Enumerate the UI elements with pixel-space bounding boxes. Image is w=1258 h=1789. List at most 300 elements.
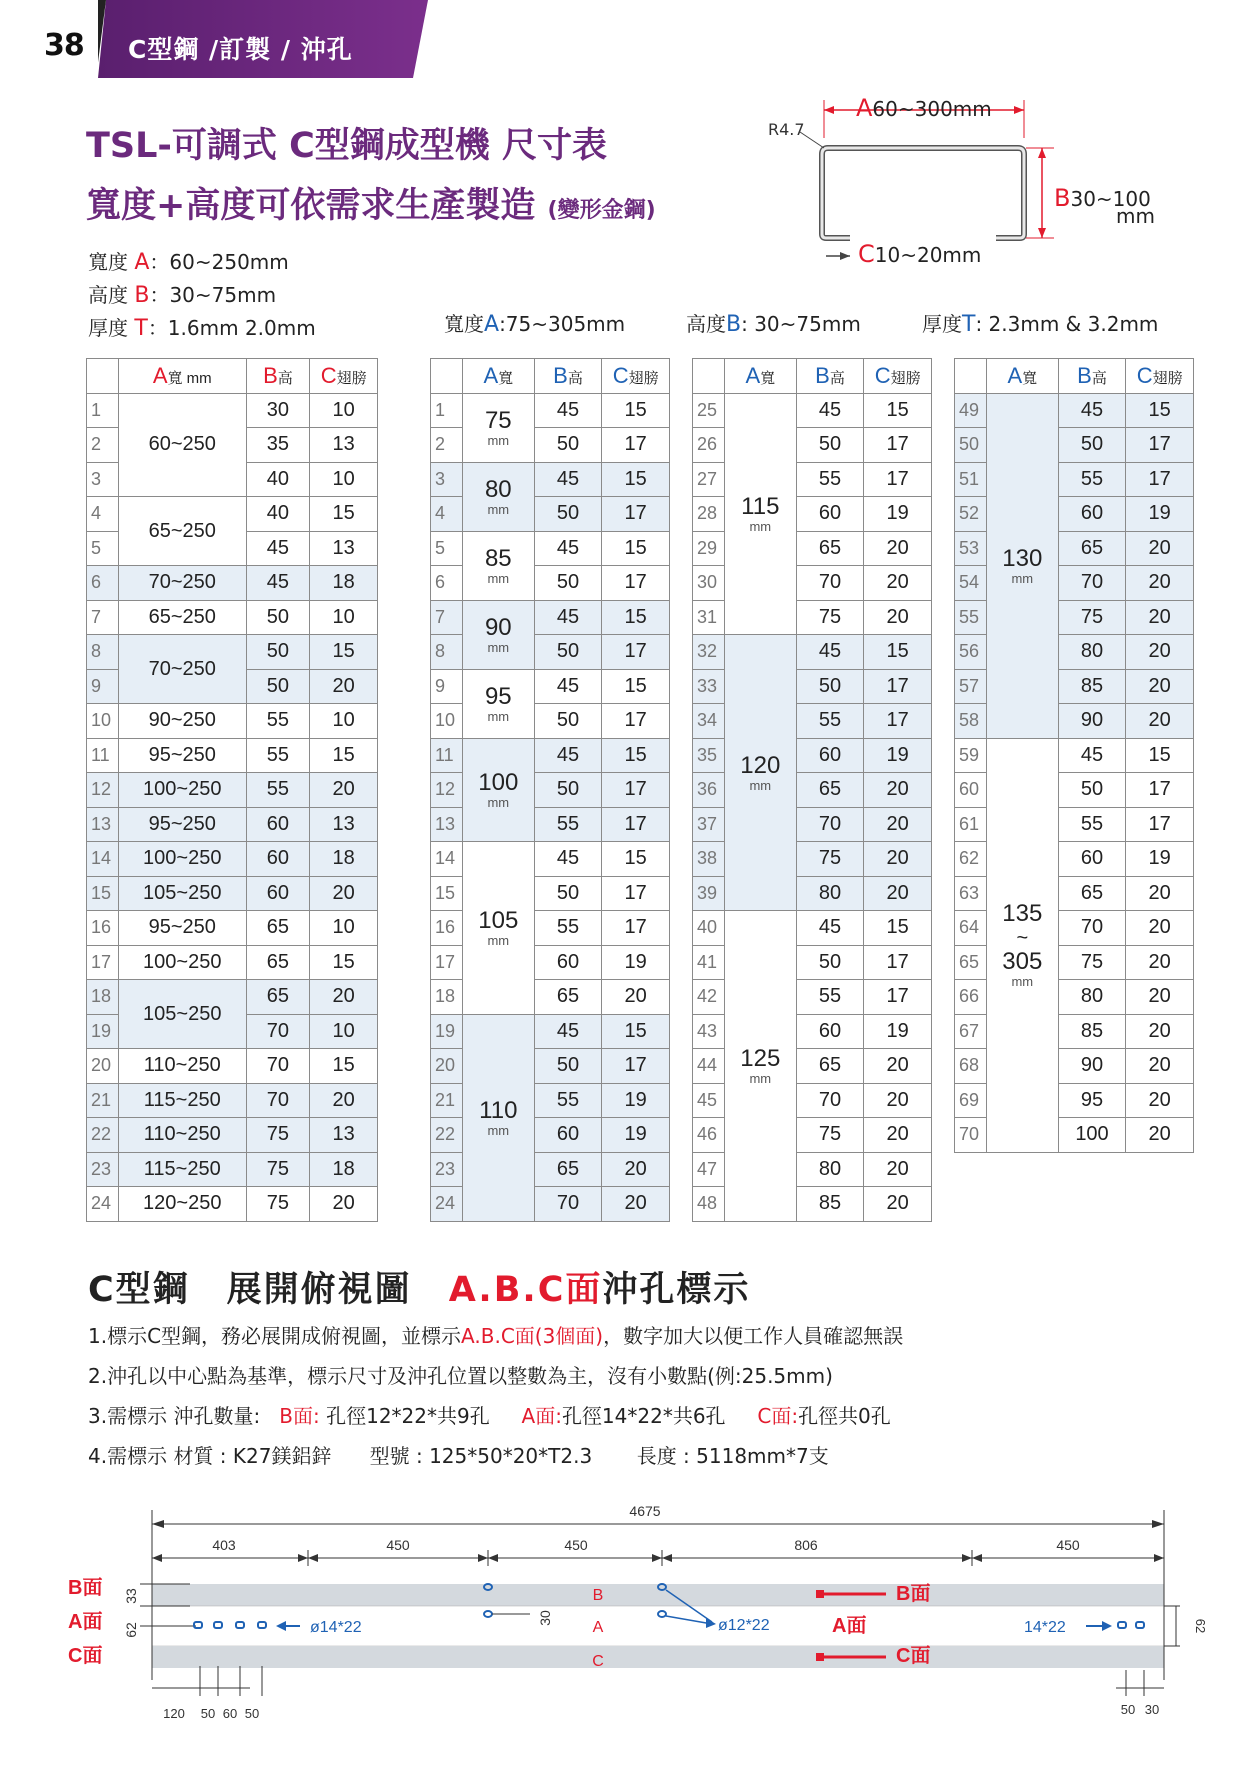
row-index: 16 bbox=[87, 911, 119, 946]
face-c-label-right: C面 bbox=[896, 1645, 931, 1667]
unit-mm: mm bbox=[487, 932, 510, 948]
face-a-label-left: A面 bbox=[68, 1611, 103, 1633]
header-a-sub: 寬 bbox=[760, 369, 776, 387]
flange-c-value: 19 bbox=[864, 738, 932, 773]
flange-c-value: 15 bbox=[310, 1049, 378, 1084]
height-b-value: 65 bbox=[246, 980, 310, 1015]
height-b-value: 55 bbox=[246, 704, 310, 739]
row-index: 53 bbox=[955, 531, 987, 566]
height-b-value: 70 bbox=[796, 566, 864, 601]
flange-c-value: 17 bbox=[864, 428, 932, 463]
width-a-cell bbox=[118, 807, 246, 842]
flange-c-value: 15 bbox=[310, 497, 378, 532]
face-b-label-left: B面 bbox=[68, 1577, 103, 1599]
width-a-cell bbox=[118, 980, 246, 1049]
flange-c-value: 13 bbox=[310, 428, 378, 463]
flange-c-value: 15 bbox=[1126, 738, 1194, 773]
width-a-value: 95~250 bbox=[148, 743, 216, 766]
flange-c-value: 19 bbox=[602, 945, 670, 980]
header-c-sub: 翅膀 bbox=[1152, 369, 1183, 387]
header-b-letter: B bbox=[263, 362, 278, 388]
row-index: 9 bbox=[431, 669, 463, 704]
height-b-value: 85 bbox=[1058, 669, 1126, 704]
dim-62-left: 62 bbox=[123, 1622, 139, 1638]
height-b-value: 50 bbox=[534, 566, 602, 601]
flange-c-value: 19 bbox=[864, 1014, 932, 1049]
width-a-value: 105~250 bbox=[143, 881, 222, 904]
spec-label: 厚度 bbox=[88, 316, 128, 340]
flange-c-value: 20 bbox=[864, 1049, 932, 1084]
flange-c-value: 20 bbox=[602, 1187, 670, 1222]
width-a-value: 65~250 bbox=[148, 605, 216, 628]
row-index: 23 bbox=[431, 1152, 463, 1187]
width-a-value: 105~250 bbox=[143, 1002, 222, 1025]
row-index: 22 bbox=[431, 1118, 463, 1153]
face-c-label-left: C面 bbox=[68, 1645, 103, 1667]
height-b-value: 60 bbox=[246, 842, 310, 877]
section2-title-main: C型鋼 展開俯視圖 bbox=[88, 1270, 449, 1310]
note-red-text: A面: bbox=[521, 1404, 562, 1428]
flange-c-value: 18 bbox=[310, 1152, 378, 1187]
width-a-cell bbox=[118, 704, 246, 739]
flange-c-value: 15 bbox=[602, 531, 670, 566]
header-a bbox=[986, 359, 1058, 394]
flange-c-value: 20 bbox=[310, 1187, 378, 1222]
width-a-cell bbox=[462, 738, 534, 842]
width-a-value: 95~250 bbox=[148, 916, 216, 939]
dim-62-right: 62 bbox=[1193, 1618, 1208, 1634]
row-index: 50 bbox=[955, 428, 987, 463]
dim-bottom-1: 120 bbox=[163, 1706, 185, 1721]
row-index: 39 bbox=[693, 876, 725, 911]
table-row bbox=[431, 531, 670, 566]
table-row bbox=[87, 1083, 378, 1118]
spec-value: : 30~75mm bbox=[741, 312, 861, 336]
table-row bbox=[87, 497, 378, 532]
height-b-value: 50 bbox=[796, 945, 864, 980]
table-row bbox=[431, 462, 670, 497]
row-index: 10 bbox=[431, 704, 463, 739]
header-a-letter: A bbox=[1007, 362, 1023, 388]
width-a-cell bbox=[118, 1152, 246, 1187]
header-a bbox=[118, 359, 246, 394]
header-c-letter: C bbox=[874, 362, 891, 388]
table-row bbox=[87, 1187, 378, 1222]
flange-c-value: 20 bbox=[1126, 980, 1194, 1015]
spec-label: 寬度 bbox=[88, 250, 128, 274]
height-b-value: 70 bbox=[246, 1014, 310, 1049]
width-a-value: 105 bbox=[478, 906, 519, 934]
height-b-value: 50 bbox=[534, 704, 602, 739]
width-a-cell bbox=[118, 635, 246, 704]
spec-height bbox=[88, 279, 276, 308]
flange-c-value: 20 bbox=[1126, 600, 1194, 635]
width-a-value: 60~250 bbox=[148, 433, 216, 456]
flange-c-value: 15 bbox=[864, 393, 932, 428]
dim-seg-5: 450 bbox=[1056, 1537, 1080, 1553]
hole-a-right-label: 14*22 bbox=[1024, 1619, 1066, 1636]
header-section-title: C型鋼 /訂製 / 沖孔 bbox=[128, 35, 353, 64]
flange-c-value: 10 bbox=[310, 462, 378, 497]
table-header-row bbox=[693, 359, 932, 394]
width-a-value: 135 bbox=[1002, 900, 1043, 927]
width-a-value: 110 bbox=[479, 1096, 518, 1124]
height-b-value: 65 bbox=[796, 773, 864, 808]
note-text: 型號 : 125*50*20*T2.3 bbox=[369, 1444, 593, 1468]
width-a-cell bbox=[118, 911, 246, 946]
header-c-sub: 翅膀 bbox=[628, 369, 659, 387]
flange-c-value: 20 bbox=[1126, 531, 1194, 566]
row-index: 36 bbox=[693, 773, 725, 808]
face-b-label-right: B面 bbox=[896, 1583, 931, 1605]
width-a-value: 70~250 bbox=[148, 657, 216, 680]
width-a-cell bbox=[118, 1083, 246, 1118]
width-a-cell bbox=[118, 393, 246, 497]
row-index: 2 bbox=[431, 428, 463, 463]
flange-c-value: 15 bbox=[602, 393, 670, 428]
flange-c-value: 10 bbox=[310, 704, 378, 739]
height-b-value: 60 bbox=[246, 807, 310, 842]
spec-label: 高度 bbox=[686, 312, 726, 336]
height-b-value: 55 bbox=[534, 911, 602, 946]
height-b-value: 45 bbox=[1058, 393, 1126, 428]
flange-c-value: 20 bbox=[1126, 704, 1194, 739]
row-index: 27 bbox=[693, 462, 725, 497]
row-index: 61 bbox=[955, 807, 987, 842]
note-3 bbox=[88, 1400, 891, 1429]
flange-c-value: 20 bbox=[1126, 1118, 1194, 1153]
height-b-value: 65 bbox=[796, 1049, 864, 1084]
dim-a-range: 60~300mm bbox=[872, 97, 992, 121]
note-red-text: A.B.C面(3個面) bbox=[461, 1324, 604, 1348]
width-a-value: 100~250 bbox=[143, 778, 222, 801]
header-c bbox=[310, 359, 378, 394]
width-a-value: 95 bbox=[484, 682, 512, 710]
width-a-cell bbox=[118, 1118, 246, 1153]
table-row bbox=[87, 911, 378, 946]
row-index: 44 bbox=[693, 1049, 725, 1084]
header-a-sub: 寬 mm bbox=[167, 369, 212, 387]
flange-c-value: 17 bbox=[864, 704, 932, 739]
height-b-value: 75 bbox=[1058, 600, 1126, 635]
flange-c-value: 13 bbox=[310, 531, 378, 566]
table-row bbox=[87, 704, 378, 739]
dim-c-label bbox=[858, 240, 981, 268]
size-table-2 bbox=[430, 358, 670, 1222]
row-index: 62 bbox=[955, 842, 987, 877]
width-a-value: 75 bbox=[484, 406, 512, 434]
table-row bbox=[87, 842, 378, 877]
width-a-value: 115~250 bbox=[143, 1157, 221, 1180]
row-index: 13 bbox=[87, 807, 119, 842]
main-title: TSL-可調式 C型鋼成型機 尺寸表 bbox=[86, 126, 607, 166]
flange-c-value: 17 bbox=[864, 669, 932, 704]
row-index: 19 bbox=[87, 1014, 119, 1049]
table-row bbox=[87, 980, 378, 1015]
flange-c-value: 10 bbox=[310, 600, 378, 635]
sub-title bbox=[86, 178, 656, 228]
row-index: 57 bbox=[955, 669, 987, 704]
table-row bbox=[955, 393, 1194, 428]
height-b-value: 70 bbox=[1058, 566, 1126, 601]
height-b-value: 45 bbox=[534, 600, 602, 635]
dim-bottom-4: 50 bbox=[244, 1706, 260, 1721]
table-header-row bbox=[955, 359, 1194, 394]
row-index: 34 bbox=[693, 704, 725, 739]
row-index: 13 bbox=[431, 807, 463, 842]
height-b-value: 50 bbox=[534, 635, 602, 670]
spec-letter: A bbox=[484, 312, 500, 337]
row-index: 28 bbox=[693, 497, 725, 532]
row-index: 46 bbox=[693, 1118, 725, 1153]
header-a-letter: A bbox=[745, 362, 761, 388]
flange-c-value: 20 bbox=[1126, 945, 1194, 980]
table-row bbox=[87, 1152, 378, 1187]
height-b-value: 50 bbox=[796, 428, 864, 463]
row-index: 12 bbox=[87, 773, 119, 808]
width-a-value: 115~250 bbox=[143, 1088, 221, 1111]
note-text: 3.需標示 沖孔數量: bbox=[88, 1404, 261, 1428]
header-b bbox=[796, 359, 864, 394]
note-4 bbox=[88, 1440, 829, 1469]
width-a-value: 130 bbox=[1002, 544, 1043, 572]
height-b-value: 65 bbox=[1058, 531, 1126, 566]
flange-c-value: 13 bbox=[310, 1118, 378, 1153]
table-row bbox=[431, 842, 670, 877]
row-index: 68 bbox=[955, 1049, 987, 1084]
flange-c-value: 20 bbox=[864, 842, 932, 877]
flange-c-value: 17 bbox=[1126, 428, 1194, 463]
header-c bbox=[602, 359, 670, 394]
note-red-text: C面: bbox=[757, 1404, 799, 1428]
flange-c-value: 20 bbox=[864, 1187, 932, 1222]
row-index: 64 bbox=[955, 911, 987, 946]
header-index bbox=[955, 359, 987, 394]
flange-c-value: 20 bbox=[1126, 911, 1194, 946]
row-index: 15 bbox=[431, 876, 463, 911]
note-text: ，數字加大以便工作人員確認無誤 bbox=[603, 1324, 904, 1348]
row-index: 18 bbox=[87, 980, 119, 1015]
width-a-value: 115 bbox=[741, 492, 780, 520]
width-a-cell bbox=[118, 876, 246, 911]
dim-a-label bbox=[856, 94, 992, 122]
height-b-value: 50 bbox=[246, 635, 310, 670]
flange-c-value: 19 bbox=[1126, 497, 1194, 532]
height-b-value: 60 bbox=[1058, 842, 1126, 877]
height-b-value: 55 bbox=[796, 980, 864, 1015]
letter-a: A bbox=[592, 1619, 604, 1636]
height-b-value: 65 bbox=[796, 531, 864, 566]
width-a-value: 110~250 bbox=[143, 1123, 221, 1146]
face-a-label-mid: A面 bbox=[832, 1615, 867, 1637]
size-table-1 bbox=[86, 358, 378, 1222]
row-index: 11 bbox=[431, 738, 463, 773]
header-c-letter: C bbox=[612, 362, 629, 388]
height-b-value: 50 bbox=[534, 1049, 602, 1084]
flange-c-value: 20 bbox=[1126, 876, 1194, 911]
unit-mm: mm bbox=[749, 1070, 772, 1086]
width-a-value: 85 bbox=[484, 544, 512, 572]
flange-c-value: 15 bbox=[602, 738, 670, 773]
height-b-value: 60 bbox=[534, 1118, 602, 1153]
note-text: 1.標示C型鋼，務必展開成俯視圖，並標示 bbox=[88, 1324, 462, 1348]
width-a-cell bbox=[118, 842, 246, 877]
width-a-cell bbox=[462, 669, 534, 738]
flange-c-value: 17 bbox=[602, 566, 670, 601]
row-index: 14 bbox=[87, 842, 119, 877]
row-index: 6 bbox=[431, 566, 463, 601]
sub-title-small: (變形金鋼) bbox=[547, 198, 656, 223]
header-b-sub: 高 bbox=[1091, 369, 1107, 387]
width-a-value: 100 bbox=[478, 768, 519, 796]
row-index: 25 bbox=[693, 393, 725, 428]
flange-c-value: 17 bbox=[602, 428, 670, 463]
flange-c-value: 20 bbox=[310, 1083, 378, 1118]
flange-c-value: 19 bbox=[602, 1083, 670, 1118]
width-a-value: 90~250 bbox=[148, 709, 216, 732]
row-index: 65 bbox=[955, 945, 987, 980]
dim-seg-3: 450 bbox=[564, 1537, 588, 1553]
row-index: 5 bbox=[431, 531, 463, 566]
table-row bbox=[87, 1049, 378, 1084]
unit-mm: mm bbox=[487, 1122, 510, 1138]
flange-c-value: 20 bbox=[602, 980, 670, 1015]
flange-c-value: 20 bbox=[864, 1083, 932, 1118]
unit-mm: mm bbox=[749, 518, 772, 534]
height-b-value: 45 bbox=[796, 911, 864, 946]
table-row bbox=[693, 911, 932, 946]
flange-c-value: 18 bbox=[310, 842, 378, 877]
flange-c-value: 20 bbox=[310, 773, 378, 808]
row-index: 66 bbox=[955, 980, 987, 1015]
flange-c-value: 15 bbox=[310, 945, 378, 980]
dim-bottom-right-2: 30 bbox=[1144, 1702, 1160, 1717]
row-index: 51 bbox=[955, 462, 987, 497]
dim-bottom-2: 50 bbox=[200, 1706, 216, 1721]
flange-c-value: 17 bbox=[602, 635, 670, 670]
flange-c-value: 20 bbox=[1126, 635, 1194, 670]
width-a-cell bbox=[118, 566, 246, 601]
table-header-row bbox=[87, 359, 378, 394]
flange-c-value: 15 bbox=[1126, 393, 1194, 428]
spec-value: ：60~250mm bbox=[149, 250, 289, 274]
flange-c-value: 20 bbox=[864, 807, 932, 842]
flange-c-value: 18 bbox=[310, 566, 378, 601]
width-a-value: 125 bbox=[740, 1044, 781, 1072]
row-index: 12 bbox=[431, 773, 463, 808]
height-b-value: 45 bbox=[1058, 738, 1126, 773]
height-b-value: 75 bbox=[1058, 945, 1126, 980]
height-b-value: 45 bbox=[796, 635, 864, 670]
header-index bbox=[87, 359, 119, 394]
row-index: 42 bbox=[693, 980, 725, 1015]
width-a-value: 100~250 bbox=[143, 847, 222, 870]
header-index bbox=[431, 359, 463, 394]
height-b-value: 55 bbox=[1058, 462, 1126, 497]
letter-b: B bbox=[592, 1587, 604, 1604]
height-b-value: 50 bbox=[1058, 773, 1126, 808]
spec-label: 高度 bbox=[88, 283, 128, 307]
note-red-text: B面: bbox=[279, 1404, 320, 1428]
flange-c-value: 17 bbox=[602, 704, 670, 739]
flange-c-value: 17 bbox=[1126, 773, 1194, 808]
letter-c: C bbox=[592, 1653, 604, 1670]
table-row bbox=[955, 738, 1194, 773]
row-index: 31 bbox=[693, 600, 725, 635]
header-a-sub: 寬 bbox=[498, 369, 514, 387]
width-a-value: 120~250 bbox=[143, 1192, 222, 1215]
height-b-value: 50 bbox=[534, 497, 602, 532]
flange-c-value: 20 bbox=[602, 1152, 670, 1187]
height-b-value: 65 bbox=[534, 980, 602, 1015]
flange-c-value: 15 bbox=[310, 635, 378, 670]
height-b-value: 80 bbox=[1058, 980, 1126, 1015]
flange-c-value: 20 bbox=[864, 566, 932, 601]
height-b-value: 80 bbox=[796, 876, 864, 911]
spec-letter: A bbox=[134, 250, 150, 275]
header-b-sub: 高 bbox=[829, 369, 845, 387]
flange-c-value: 20 bbox=[1126, 1083, 1194, 1118]
flange-c-value: 17 bbox=[864, 462, 932, 497]
note-2: 2.沖孔以中心點為基準，標示尺寸及沖孔位置以整數為主，沒有小數點(例:25.5mm) bbox=[88, 1364, 833, 1388]
row-index: 5 bbox=[87, 531, 119, 566]
header-c bbox=[864, 359, 932, 394]
row-index: 17 bbox=[431, 945, 463, 980]
dim-33: 33 bbox=[123, 1588, 139, 1604]
section2-title bbox=[88, 1262, 750, 1312]
header-b-sub: 高 bbox=[277, 369, 293, 387]
flange-c-value: 20 bbox=[1126, 669, 1194, 704]
page-number: 38 bbox=[44, 28, 84, 63]
flange-c-value: 19 bbox=[864, 497, 932, 532]
height-b-value: 45 bbox=[534, 669, 602, 704]
face-c-strip bbox=[152, 1646, 1164, 1668]
hole-b-label: ø12*22 bbox=[718, 1617, 770, 1634]
table-header-row bbox=[431, 359, 670, 394]
table-row bbox=[87, 807, 378, 842]
height-b-value: 85 bbox=[796, 1187, 864, 1222]
width-a-value: 90 bbox=[484, 613, 512, 641]
height-b-value: 60 bbox=[534, 945, 602, 980]
spec-value: : 2.3mm & 3.2mm bbox=[975, 312, 1159, 336]
width-a-value: 110~250 bbox=[143, 1054, 221, 1077]
header-b-letter: B bbox=[815, 362, 830, 388]
table-row bbox=[431, 393, 670, 428]
row-index: 14 bbox=[431, 842, 463, 877]
unfolded-drawing bbox=[0, 1490, 1258, 1730]
header-b-sub: 高 bbox=[567, 369, 583, 387]
row-index: 19 bbox=[431, 1014, 463, 1049]
flange-c-value: 10 bbox=[310, 1014, 378, 1049]
row-index: 26 bbox=[693, 428, 725, 463]
spec-thickness-large bbox=[922, 308, 1158, 337]
table-row bbox=[693, 635, 932, 670]
height-b-value: 70 bbox=[246, 1083, 310, 1118]
unit-mm: mm bbox=[487, 794, 510, 810]
table-row bbox=[87, 393, 378, 428]
height-b-value: 35 bbox=[246, 428, 310, 463]
width-a-value: 65~250 bbox=[148, 519, 216, 542]
table-row bbox=[431, 738, 670, 773]
row-index: 20 bbox=[87, 1049, 119, 1084]
dim-total: 4675 bbox=[629, 1503, 661, 1519]
row-index: 22 bbox=[87, 1118, 119, 1153]
height-b-value: 45 bbox=[534, 842, 602, 877]
height-b-value: 75 bbox=[796, 842, 864, 877]
dim-b-letter: B bbox=[1054, 184, 1071, 212]
header-c-letter: C bbox=[1136, 362, 1153, 388]
height-b-value: 45 bbox=[534, 738, 602, 773]
